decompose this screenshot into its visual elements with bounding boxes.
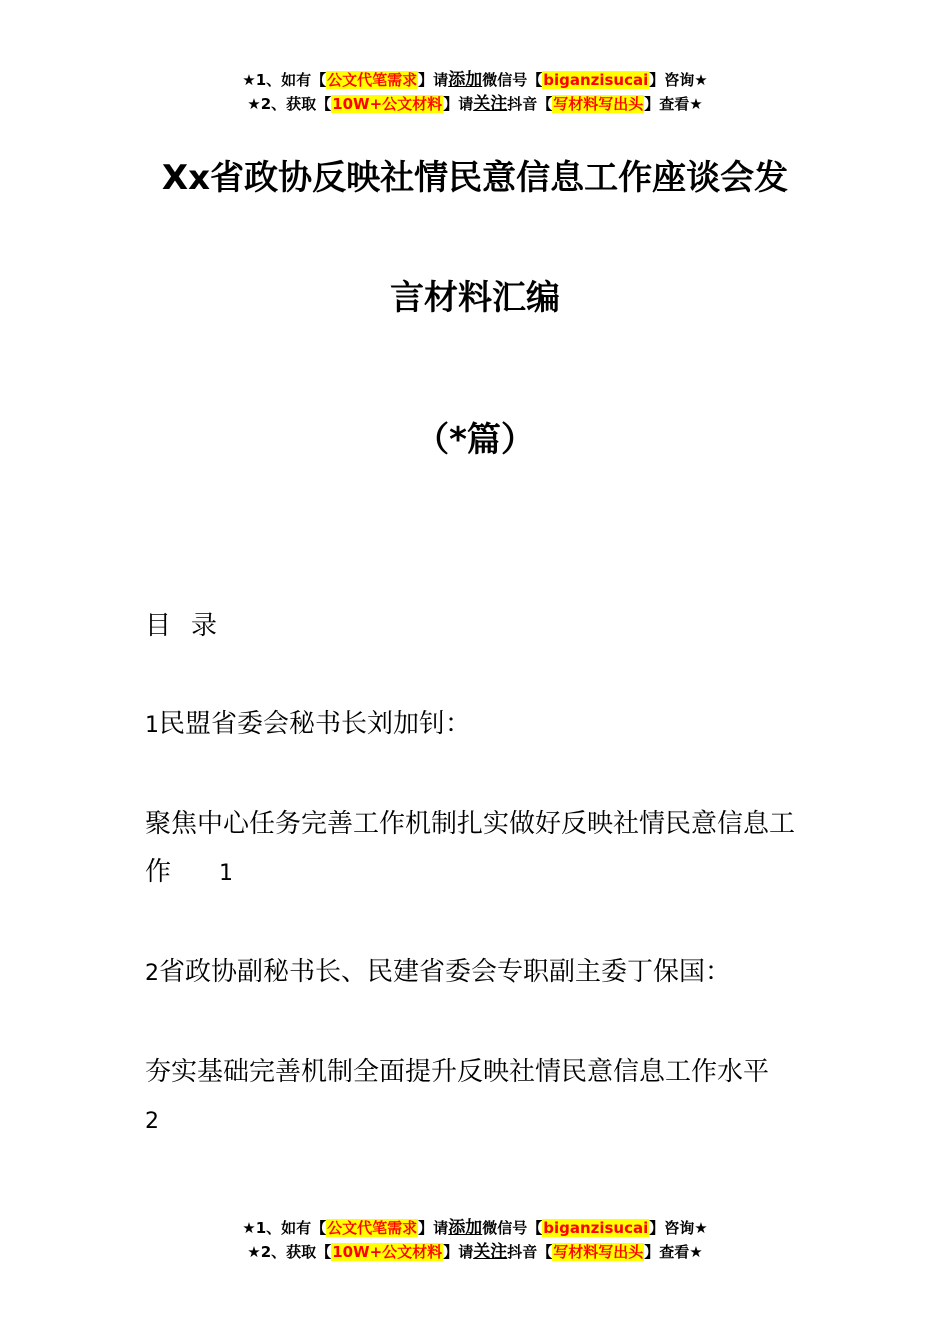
promo-highlight: 10W+公文材料 [332,1243,443,1261]
promo-line-2 [0,1240,950,1264]
toc-title-line: 作 [145,857,172,887]
promo-text: 】请 [443,95,474,113]
promo-highlight: biganzisucai [543,1219,649,1237]
toc-item-speaker [145,948,825,998]
promo-text: 】咨询★ [649,71,708,89]
promo-underlined: 添加 [448,70,483,90]
toc-item-title [145,1048,825,1146]
toc-speaker-text: 省政协副秘书长、民建省委会专职副主委丁保国： [159,957,732,987]
toc-heading [145,602,825,650]
toc-title-line: 聚焦中心任务完善工作机制扎实做好反映社情民意信息工 [145,809,796,839]
promo-text: 】查看★ [644,95,703,113]
promo-text: 抖音【 [507,95,553,113]
promo-highlight: 10W+公文材料 [332,95,443,113]
promo-text: 】咨询★ [649,1219,708,1237]
promo-text: ★2、获取【 [247,1243,332,1261]
toc-heading-char: 目 [145,611,176,641]
promo-text: ★1、如有【 [242,1219,327,1237]
promo-highlight: 公文代笔需求 [327,71,418,89]
promo-line-1 [0,68,950,92]
toc-title-line: 夯实基础完善机制全面提升反映社情民意信息工作水平 [145,1057,770,1087]
toc-page-number: 2 [145,1109,159,1134]
toc-page-number: 1 [219,861,234,886]
promo-highlight: biganzisucai [543,71,649,89]
promo-text: 微信号【 [482,71,543,89]
toc-speaker-text: 民盟省委会秘书长刘加钊： [159,709,472,739]
promo-text: 】查看★ [644,1243,703,1261]
promo-banner-bottom [0,1216,950,1264]
toc-heading-char: 录 [191,611,222,641]
promo-underlined: 添加 [448,1218,483,1238]
promo-line-2 [0,92,950,116]
document-title-line-2: 言材料汇编 [390,278,560,318]
toc-item-number: 2 [145,961,159,986]
promo-text: 】请 [418,71,449,89]
promo-highlight: 写材料写出头 [553,1243,644,1261]
promo-text: ★1、如有【 [242,71,327,89]
promo-line-1 [0,1216,950,1240]
promo-underlined: 关注 [473,94,508,114]
toc-item-speaker [145,700,825,750]
toc-item-title [145,800,825,898]
promo-text: 】请 [418,1219,449,1237]
promo-text: 】请 [443,1243,474,1261]
promo-text: 微信号【 [482,1219,543,1237]
document-title-count: （*篇） [415,420,535,460]
promo-highlight: 公文代笔需求 [327,1219,418,1237]
promo-text: 抖音【 [507,1243,553,1261]
promo-banner-top [0,68,950,116]
promo-underlined: 关注 [473,1242,508,1262]
promo-highlight: 写材料写出头 [553,95,644,113]
document-title-line-1: Xx省政协反映社情民意信息工作座谈会发 [161,158,789,198]
toc-item-number: 1 [145,713,159,738]
promo-text: ★2、获取【 [247,95,332,113]
